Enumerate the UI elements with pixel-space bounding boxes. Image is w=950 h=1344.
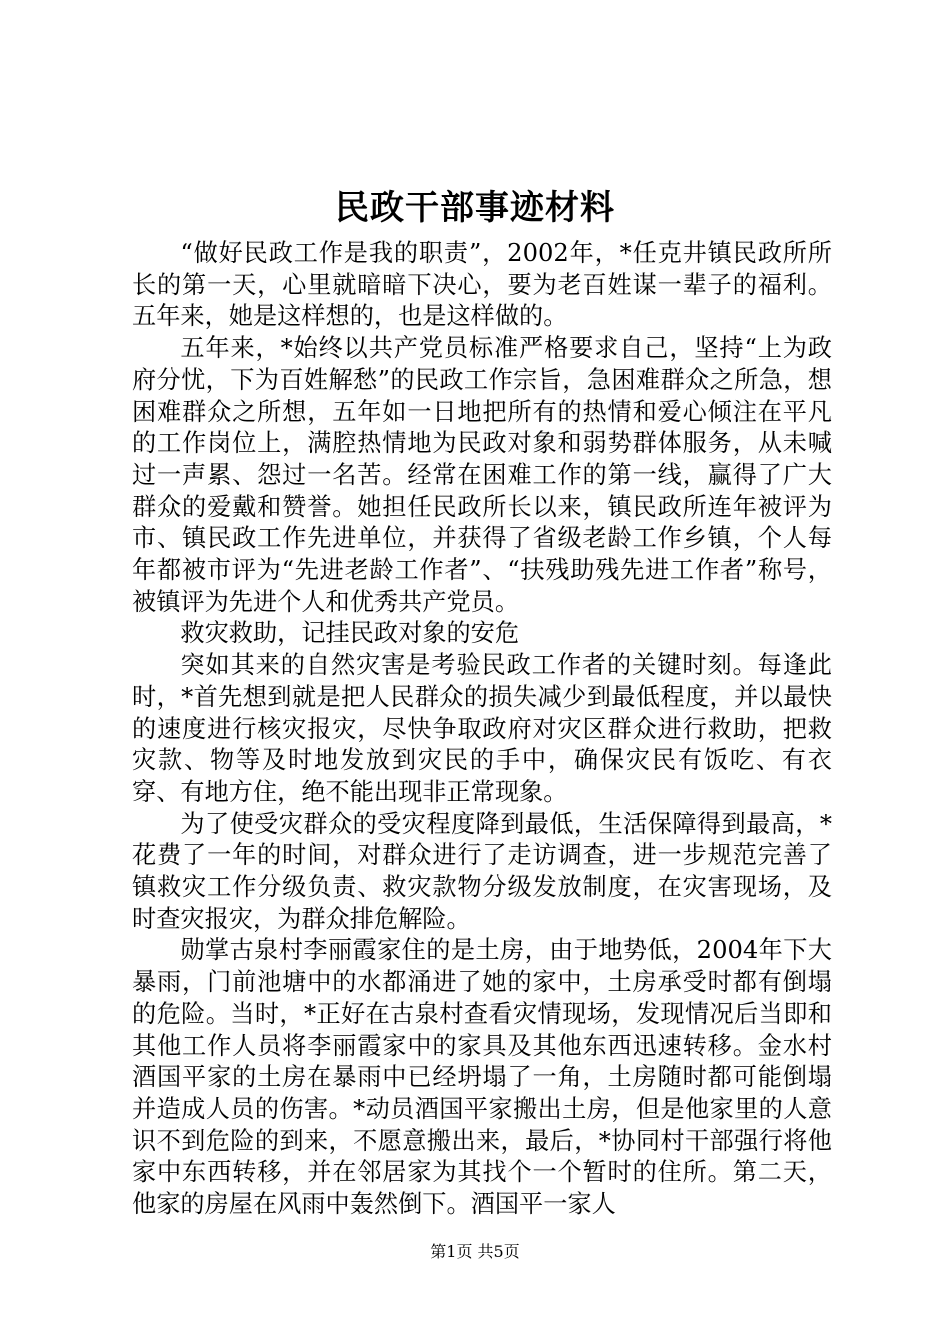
paragraph-5: 勋掌古泉村李丽霞家住的是土房，由于地势低，2004年下大暴雨，门前池塘中的水都涌进了她的家中，土房承受时都有倒塌的危险。当时，*正好在古泉村查看灾情现场，发现情况后当即和其他工作人员将李丽霞家中的家具及其他东西迅速转移。金水村酒国平家的土房在暴雨中已经坍塌了一角，土房随时都可能倒塌并造成人员的伤害。*动员酒国平家搬出土房，但是他家里的人意识不到危险的到来，不愿意搬出来，最后，*协同村干部强行将他家中东西转移，并在邻居家为其找个一个暂时的住所。第二天，他家的房屋在风雨中轰然倒下。酒国平一家人	[132, 936, 832, 1219]
paragraph-2: 五年来，*始终以共产党员标准严格要求自己，坚持“上为政府分忧，下为百姓解愁”的民政工作宗旨，急困难群众之所急，想困难群众之所想，五年如一日地把所有的热情和爱心倾注在平凡的工作岗位上，满腔热情地为民政对象和弱势群体服务，从未喊过一声累、怨过一名苦。经常在困难工作的第一线，赢得了广大群众的爱戴和赞誉。她担任民政所长以来，镇民政所连年被评为市、镇民政工作先进单位，并获得了省级老龄工作乡镇，个人每年都被市评为“先进老龄工作者”、“扶残助残先进工作者”称号，被镇评为先进个人和优秀共产党员。	[132, 334, 832, 616]
section-heading: 救灾救助，记挂民政对象的安危	[180, 619, 520, 648]
paragraph-4: 为了使受灾群众的受灾程度降到最低，生活保障得到最高，*花费了一年的时间，对群众进行了走访调查，进一步规范完善了镇救灾工作分级负责、救灾款物分级发放制度，在灾害现场，及时查灾报灾，为群众排危解险。	[132, 809, 832, 933]
document-title: 民政干部事迹材料	[335, 188, 615, 228]
page-footer: 第1页 共5页	[430, 1242, 520, 1261]
paragraph-3: 突如其来的自然灾害是考验民政工作者的关键时刻。每逢此时，*首先想到就是把人民群众的损失减少到最低程度，并以最快的速度进行核灾报灾，尽快争取政府对灾区群众进行救助，把救灾款、物等及时地发放到灾民的手中，确保灾民有饭吃、有衣穿、有地方住，绝不能出现非正常现象。	[132, 651, 832, 806]
document-body	[132, 238, 832, 1221]
paragraph-1: “做好民政工作是我的职责”，2002年，*任克井镇民政所所长的第一天，心里就暗暗下决心，要为老百姓谋一辈子的福利。五年来，她是这样想的，也是这样做的。	[132, 239, 832, 331]
